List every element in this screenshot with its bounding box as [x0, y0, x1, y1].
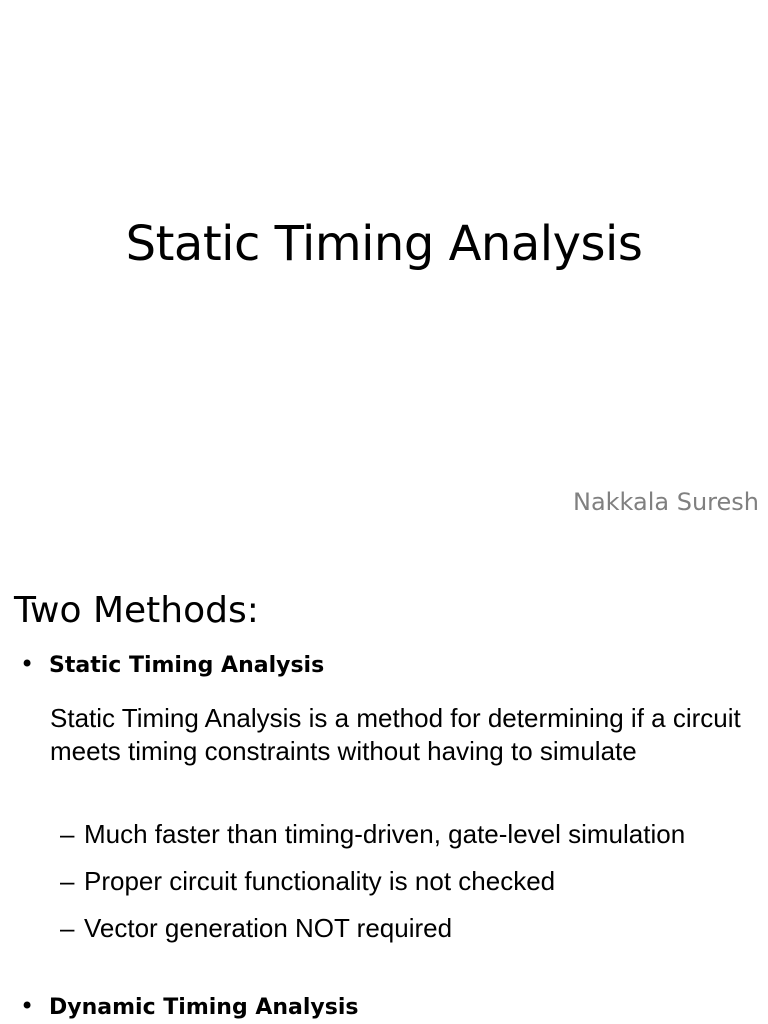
- slide-title: Static Timing Analysis: [125, 216, 643, 272]
- bullet-dynamic-timing-analysis: [20, 992, 359, 1024]
- bullet-label: Dynamic Timing Analysis: [49, 995, 359, 1020]
- dash-icon: –: [60, 866, 75, 896]
- sub-bullet-item: [60, 865, 685, 912]
- bullet-label: Static Timing Analysis: [49, 653, 325, 678]
- sub-bullet-item: [60, 912, 685, 959]
- sub-bullet-text: Proper circuit functionality is not checked: [84, 866, 556, 896]
- sub-bullet-text: Much faster than timing-driven, gate-level simulation: [84, 819, 686, 849]
- dash-icon: –: [60, 913, 75, 943]
- content-slide: [0, 576, 768, 1024]
- sub-bullet-text: Vector generation NOT required: [84, 913, 453, 943]
- bullet-icon: •: [20, 992, 35, 1020]
- slide-author: Nakkala Suresh: [572, 488, 759, 516]
- sub-bullet-list: [60, 818, 685, 959]
- sub-bullet-item: [60, 818, 685, 865]
- bullet-icon: •: [20, 650, 35, 678]
- bullet-description: Static Timing Analysis is a method for determining if a circuit meets timing constraints without having to simulate: [50, 703, 741, 766]
- section-heading: Two Methods:: [14, 590, 259, 631]
- dash-icon: –: [60, 819, 75, 849]
- bullet-static-timing-analysis: [20, 650, 324, 682]
